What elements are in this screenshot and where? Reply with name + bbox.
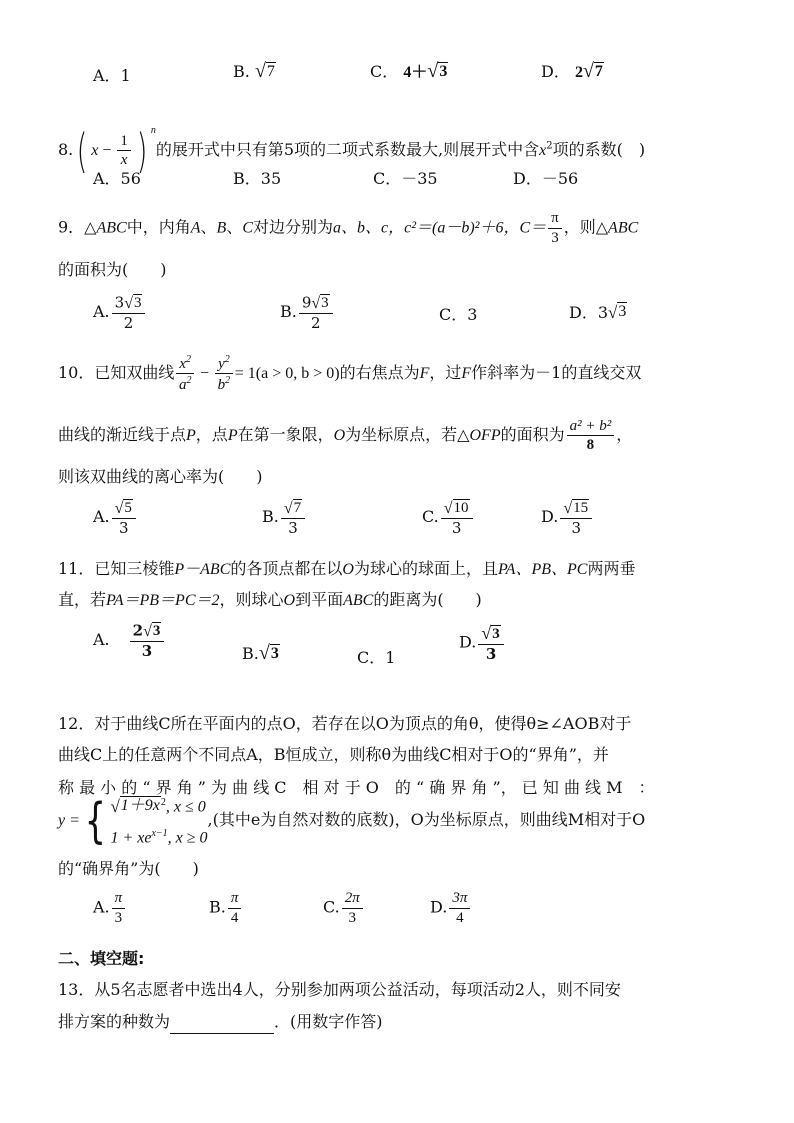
question-12-line3: 称 最 小 的 “ 界 角 ” 为 曲 线 C 相 对 于 O 的 “ 确 界 角 ”， 已 知 曲 线 M ：: [58, 778, 655, 797]
q8-option-a: A．56: [93, 169, 141, 188]
question-12-line5: 的“确界角”为( ): [58, 859, 199, 878]
sqrt: √ 3: [311, 294, 329, 312]
q12-option-c: C. $\frac{2\pi}{3}$: [323, 890, 365, 926]
fraction: $\frac{x^2}{a^2}$: [176, 354, 194, 394]
sqrt: √ 7: [283, 499, 302, 517]
question-12-line1: 12．对于曲线C所在平面内的点O，若存在以O为顶点的角θ，使得θ≥∠AOB对于: [58, 714, 632, 733]
fraction: $\frac{y^2}{b^2}$: [215, 354, 233, 394]
fraction: 3 √ 3 2: [112, 294, 146, 331]
q12-option-b: B. $\frac{\pi}{4}$: [209, 890, 243, 926]
q9-option-a: A. 3 √ 3 2: [93, 294, 147, 331]
question-13-line1: 13．从5名志愿者中选出4人，分别参加两项公益活动，每项活动2人，则不同安: [58, 980, 621, 999]
sqrt: √ 5: [114, 499, 132, 517]
fraction: √ 10 3: [441, 499, 473, 536]
q10-option-c: C. √ 10 3: [422, 499, 475, 536]
q7-option-a: A．1: [93, 66, 131, 85]
question-12-line2: 曲线C上的任意两个不同点A，B恒成立，则称θ为曲线C相对于O的“界角”，并: [58, 745, 609, 764]
question-10-line1: 10．已知双曲线 $\frac{x^2}{a^2}$ − $\frac{y^2}{b^2}$ = 1(a > 0, b > 0)的右焦点为F，过F作斜率为－1的直线交双: [58, 353, 642, 393]
q11-option-c: C．1: [357, 648, 396, 667]
q8-option-b: B．35: [233, 169, 282, 188]
sqrt: √ 7: [582, 60, 603, 82]
sqrt: √ 3: [258, 642, 279, 664]
q11-option-d: D. √ 3 3: [459, 624, 506, 662]
q8-option-d: D．－56: [513, 169, 579, 188]
q9-option-c: C．3: [439, 305, 478, 324]
q10-option-d: D. √ 15 3: [541, 499, 594, 536]
q10-option-b: B. √ 7 3: [262, 499, 307, 536]
sqrt: √ 3: [608, 303, 627, 322]
q12-option-d: D. $\frac{3\pi}{4}$: [430, 890, 472, 926]
sqrt: √ 15: [563, 499, 589, 517]
fraction: $\frac{1}{x}$: [117, 133, 131, 169]
q9-option-d: D．3 √ 3: [569, 303, 627, 322]
fraction: $\frac{\pi}{3}$: [548, 210, 562, 246]
fraction: 2 √ 3 3: [130, 622, 165, 659]
q11-option-a: A. 2 √ 3 3: [93, 622, 166, 659]
q7-option-b: B. √ 7: [233, 60, 275, 82]
question-12-piecewise: y ={ √ 1＋9x $^2$, x ≤ 0 $1 + xe^{x-1}$, x ≥ 0 ,(其中e为自然对数的底数)，O为坐标原点，则曲线M相对于O: [58, 792, 646, 849]
sqrt: √ 1＋9x: [110, 796, 160, 816]
fraction: √ 15 3: [560, 499, 592, 536]
fraction: 9 √ 3 2: [299, 294, 333, 331]
fraction: $\frac{\pi}{3}$: [112, 890, 126, 926]
fraction: $\frac{2\pi}{3}$: [342, 890, 363, 926]
q7-option-d: D． 2 √ 7: [541, 60, 603, 82]
q12-option-a: A. $\frac{\pi}{3}$: [93, 890, 127, 926]
sqrt: √ 3: [427, 60, 448, 82]
sqrt: √ 3: [481, 623, 500, 643]
fraction: $\frac{\text{a² + b²}}{8}$: [567, 418, 615, 454]
fraction: $\frac{3\pi}{4}$: [449, 890, 470, 926]
question-9-line1: 9．△ABC中，内角A、B、C对边分别为a、b、c，c²＝(a－b)²＋6，C＝ $\frac{\pi}{3}$ ，则△ABC: [58, 210, 639, 246]
q9-option-b: B. 9 √ 3 2: [280, 294, 335, 331]
fraction: √ 3 3: [478, 624, 503, 662]
fraction: √ 7 3: [281, 499, 305, 536]
q11-option-b: B. √ 3: [242, 642, 279, 664]
question-9-line2: 的面积为( ): [58, 260, 167, 279]
fraction: $\frac{\pi}{4}$: [228, 890, 242, 926]
question-10-line3: 则该双曲线的离心率为( ): [58, 467, 263, 486]
question-11-line2: 直，若PA＝PB＝PC＝2，则球心O到平面ABC的距离为( ): [58, 590, 482, 609]
question-13-line2: 排方案的种数为 ．(用数字作答): [58, 1010, 746, 1034]
question-11-line1: 11．已知三棱锥P－ABC的各顶点都在以O为球心的球面上，且PA、PB、PC两两垂: [58, 559, 636, 578]
sqrt: √ 3: [143, 622, 161, 640]
q7-option-c: C． 4＋ √ 3: [370, 60, 448, 82]
q8-option-c: C．－35: [373, 169, 438, 188]
section-heading-fill-in: 二、填空题:: [58, 949, 145, 968]
question-10-line2: 曲线的渐近线于点P，点P在第一象限，O为坐标原点，若△OFP的面积为 $\frac{\text{a² + b²}}{8}$ ，: [58, 417, 633, 453]
answer-blank[interactable]: [170, 1017, 274, 1034]
sqrt: √ 7: [254, 60, 275, 82]
sqrt: √ 10: [443, 499, 469, 517]
fraction: √ 5 3: [112, 499, 136, 536]
sqrt: √ 3: [124, 294, 142, 312]
question-8: 8.( x − $\frac{1}{x}$ ) $^n$的展开式中只有第5项的二项式系数最大,则展开式中含$x^2$项的系数( ): [58, 123, 646, 178]
q10-option-a: A. √ 5 3: [93, 499, 138, 536]
